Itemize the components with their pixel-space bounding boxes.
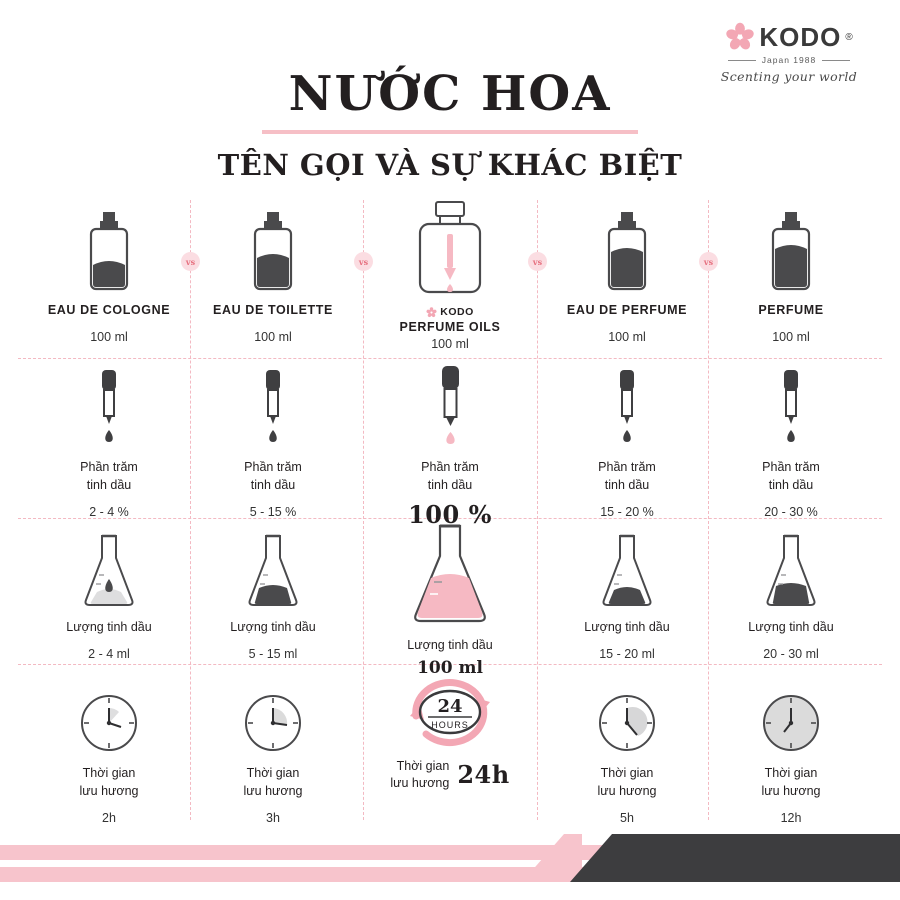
cherry-blossom-icon <box>426 307 437 318</box>
oil-amount-label: Lượng tinh dầu <box>748 620 834 634</box>
column-eau-de-toilette <box>198 200 348 826</box>
bottle-art <box>716 200 866 292</box>
clock-art <box>34 668 184 754</box>
cell-longevity <box>198 668 348 828</box>
longevity-value: 5h <box>620 811 634 826</box>
cell-product <box>552 200 702 346</box>
oil-percent-value: 2 - 4 % <box>89 505 129 520</box>
oil-percent-value: 15 - 20 % <box>600 505 654 520</box>
flask-icon <box>758 532 824 608</box>
clock-art <box>374 668 526 750</box>
oil-percent-value: 5 - 15 % <box>249 505 297 520</box>
longevity-value: 3h <box>266 811 280 826</box>
vs-badge-3: vs <box>528 252 547 271</box>
clock-icon <box>242 692 304 754</box>
column-perfume-oils <box>374 200 526 820</box>
product-volume: 100 ml <box>90 329 128 344</box>
column-eau-de-cologne <box>34 200 184 826</box>
oil-percent-label-line1: Phần trăm <box>762 460 820 474</box>
cell-longevity <box>716 668 866 828</box>
column-divider-4 <box>708 200 709 820</box>
brand-mark-text: KODO <box>440 306 474 318</box>
cell-product <box>374 200 526 354</box>
brand-rule-right <box>822 60 850 61</box>
vs-badge-2: vs <box>354 252 373 271</box>
24-hours-clock-icon <box>396 670 504 750</box>
perfume-bottle-icon <box>81 210 137 292</box>
product-name: PERFUME OILS <box>399 320 501 334</box>
dropper-art <box>34 362 184 448</box>
oil-amount-value: 100 ml <box>417 658 483 679</box>
flask-icon <box>240 532 306 608</box>
clock-icon <box>78 692 140 754</box>
oil-percent-label-line2: tinh dầu <box>768 478 814 493</box>
clock-icon <box>596 692 658 754</box>
dropper-icon <box>430 364 470 448</box>
product-name: EAU DE PERFUME <box>566 303 688 317</box>
product-volume: 100 ml <box>431 337 469 351</box>
product-name: EAU DE TOILETTE <box>213 303 333 317</box>
flask-icon <box>404 522 496 626</box>
longevity-label-line1: Thời gian <box>396 759 450 773</box>
cell-oil-amount <box>198 522 348 664</box>
perfume-oil-bottle-icon <box>406 200 494 300</box>
cell-oil-percent <box>716 362 866 522</box>
column-divider-2 <box>363 200 364 820</box>
product-name: EAU DE COLOGNE <box>47 303 171 317</box>
longevity-label <box>390 758 449 792</box>
longevity-value: 12h <box>780 811 802 826</box>
cherry-blossom-icon <box>725 22 755 52</box>
dropper-icon <box>92 368 126 448</box>
bottle-art <box>552 200 702 292</box>
longevity-label-line1: Thời gian <box>82 766 136 780</box>
brand-name-row <box>704 22 874 52</box>
flask-icon <box>594 532 660 608</box>
oil-percent-value: 100 % <box>408 500 492 530</box>
cell-product <box>716 200 866 346</box>
oil-percent-label-line2: tinh dầu <box>604 478 650 493</box>
dropper-icon <box>774 368 808 448</box>
flask-art <box>552 522 702 608</box>
cell-longevity <box>34 668 184 828</box>
longevity-value: 24h <box>457 760 510 790</box>
brand-registered-mark: ® <box>845 31 853 43</box>
column-divider-3 <box>537 200 538 820</box>
clock-art <box>198 668 348 754</box>
brand-origin: Japan 1988 <box>761 55 817 65</box>
comparison-grid <box>18 200 882 826</box>
oil-percent-value: 20 - 30 % <box>764 505 818 520</box>
oil-percent-label-line1: Phần trăm <box>244 460 302 474</box>
clock-art <box>716 668 866 754</box>
brand-name: KODO <box>759 22 842 52</box>
brand-rule-left <box>728 60 756 61</box>
product-name: PERFUME <box>758 303 824 317</box>
oil-amount-value: 20 - 30 ml <box>763 647 819 662</box>
cell-oil-amount <box>716 522 866 664</box>
oil-percent-label-line1: Phần trăm <box>598 460 656 474</box>
perfume-bottle-icon <box>599 210 655 292</box>
title-underline <box>262 130 638 134</box>
svg-text:24: 24 <box>437 696 463 717</box>
cell-oil-percent <box>374 362 526 529</box>
dropper-art <box>374 362 526 448</box>
column-eau-de-perfume <box>552 200 702 826</box>
oil-amount-value: 15 - 20 ml <box>599 647 655 662</box>
cell-product <box>34 200 184 346</box>
cell-longevity <box>552 668 702 828</box>
column-perfume <box>716 200 866 826</box>
product-volume: 100 ml <box>608 329 646 344</box>
longevity-row <box>374 758 526 792</box>
dropper-art <box>716 362 866 448</box>
cell-product <box>198 200 348 346</box>
cell-oil-percent <box>552 362 702 522</box>
footer-dark-wedge <box>570 834 900 882</box>
footer-pink-band-top <box>0 845 620 860</box>
clock-art <box>552 668 702 754</box>
footer-decoration <box>0 822 900 900</box>
dropper-art <box>552 362 702 448</box>
oil-amount-label: Lượng tinh dầu <box>407 638 493 652</box>
oil-amount-value: 2 - 4 ml <box>88 647 130 662</box>
brand-subline <box>704 55 874 65</box>
longevity-label-line1: Thời gian <box>246 766 300 780</box>
longevity-label-line2: lưu hương <box>390 775 450 790</box>
oil-percent-label-line1: Phần trăm <box>80 460 138 474</box>
product-volume: 100 ml <box>772 329 810 344</box>
oil-amount-label: Lượng tinh dầu <box>230 620 316 634</box>
svg-text:HOURS: HOURS <box>431 720 469 730</box>
page-title: NƯỚC HOA <box>288 66 612 122</box>
cell-oil-amount <box>552 522 702 664</box>
flask-art <box>716 522 866 608</box>
dropper-icon <box>610 368 644 448</box>
longevity-label-line2: lưu hương <box>597 784 657 799</box>
longevity-label-line1: Thời gian <box>600 766 654 780</box>
flask-art <box>198 522 348 608</box>
flask-art <box>34 522 184 608</box>
flask-icon <box>76 532 142 608</box>
page-subtitle: TÊN GỌI VÀ SỰ KHÁC BIỆT <box>217 148 683 182</box>
dropper-art <box>198 362 348 448</box>
bottle-art <box>34 200 184 292</box>
cell-oil-amount <box>34 522 184 664</box>
brand-mark <box>374 306 526 318</box>
vs-badge-1: vs <box>181 252 200 271</box>
oil-percent-label-line2: tinh dầu <box>250 478 296 493</box>
longevity-label-line2: lưu hương <box>79 784 139 799</box>
dropper-icon <box>256 368 290 448</box>
cell-oil-percent <box>34 362 184 522</box>
flask-art <box>374 522 526 626</box>
oil-percent-label-line2: tinh dầu <box>427 478 473 493</box>
longevity-label-line2: lưu hương <box>243 784 303 799</box>
oil-amount-value: 5 - 15 ml <box>248 647 298 662</box>
longevity-label-line2: lưu hương <box>761 784 821 799</box>
oil-percent-label-line1: Phần trăm <box>421 460 479 474</box>
perfume-bottle-icon <box>763 210 819 292</box>
cell-oil-amount <box>374 522 526 678</box>
vs-badge-4: vs <box>699 252 718 271</box>
brand-tagline: Scenting your world <box>720 69 858 84</box>
column-divider-1 <box>190 200 191 820</box>
oil-percent-label-line2: tinh dầu <box>86 478 132 493</box>
longevity-label-line1: Thời gian <box>764 766 818 780</box>
product-volume: 100 ml <box>254 329 292 344</box>
cell-oil-percent <box>198 362 348 522</box>
perfume-bottle-icon <box>245 210 301 292</box>
bottle-art <box>198 200 348 292</box>
clock-icon <box>760 692 822 754</box>
bottle-art <box>374 200 526 300</box>
oil-amount-label: Lượng tinh dầu <box>66 620 152 634</box>
longevity-value: 2h <box>102 811 116 826</box>
cell-longevity <box>374 668 526 792</box>
oil-amount-label: Lượng tinh dầu <box>584 620 670 634</box>
